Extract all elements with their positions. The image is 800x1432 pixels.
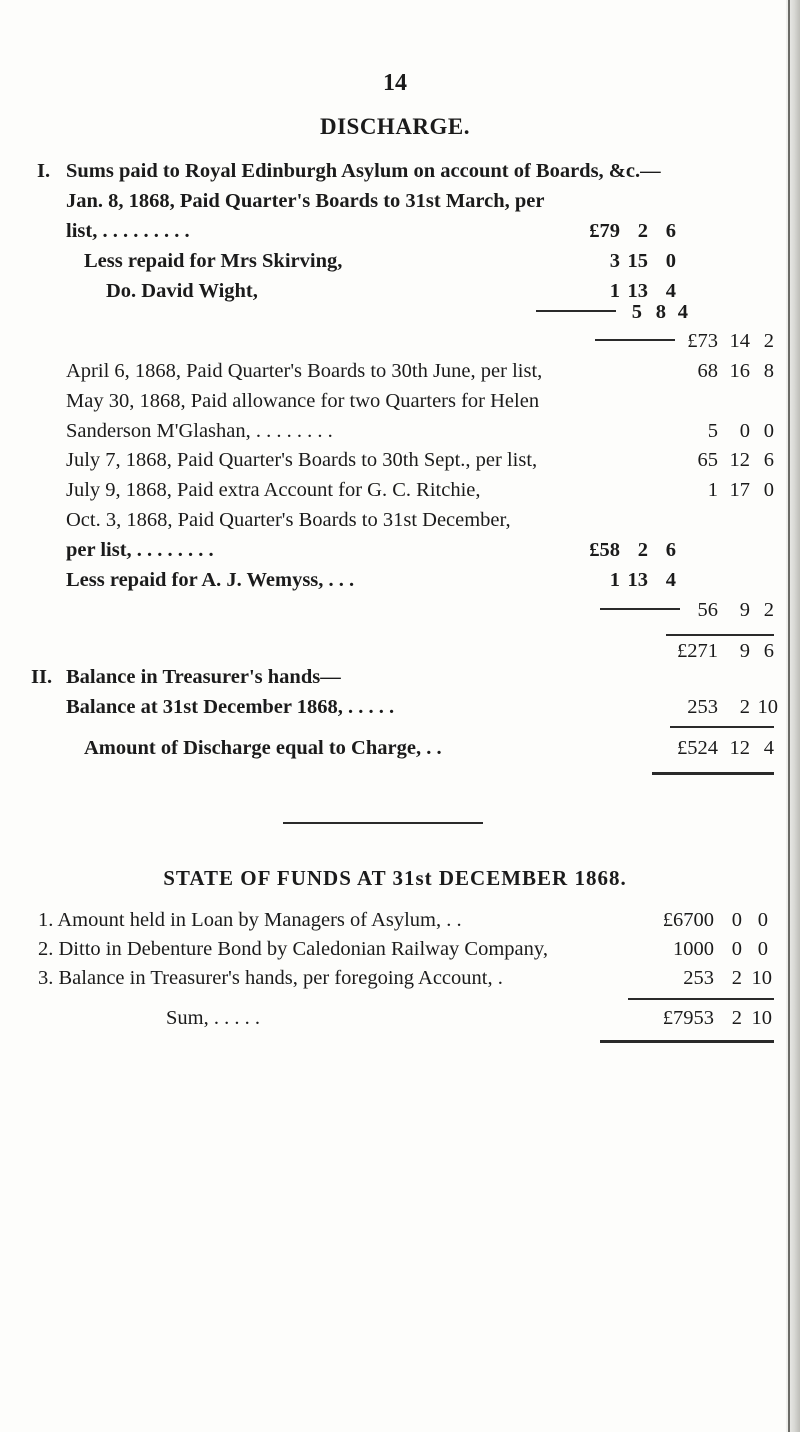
oct-pounds: £58	[589, 539, 620, 561]
subtotal-pounds: £271	[677, 640, 718, 662]
less-total-pounds: 5	[631, 301, 642, 323]
funds-item-3: 3. Balance in Treasurer's hands, per foregoing Account, .	[38, 967, 503, 989]
funds-sum-rule	[628, 998, 774, 1000]
total-rule	[670, 726, 774, 728]
funds-item-3-pence: 10	[751, 967, 772, 989]
section-divider	[283, 822, 483, 824]
july9-pence: 0	[763, 479, 774, 501]
funds-item-2: 2. Ditto in Debenture Bond by Caledonian Railway Company,	[38, 938, 548, 960]
july7-pounds: 65	[697, 449, 718, 471]
subtotal-rule	[536, 310, 616, 312]
july9-pounds: 1	[707, 479, 718, 501]
total-line: Amount of Discharge equal to Charge, . .	[84, 737, 442, 759]
wight-pounds: 1	[609, 280, 620, 302]
funds-item-1: 1. Amount held in Loan by Managers of Asylum, . .	[38, 909, 462, 931]
subtotal-pence: 6	[763, 640, 774, 662]
total-shillings: 12	[729, 737, 750, 759]
section-i-total-rule	[666, 634, 774, 636]
total-pounds: £524	[677, 737, 718, 759]
july7-shillings: 12	[729, 449, 750, 471]
page-edge-line	[788, 0, 790, 1432]
funds-sum-pounds: £7953	[662, 1007, 714, 1029]
may-line-2: Sanderson M'Glashan, . . . . . . . .	[66, 420, 333, 442]
may-shillings: 0	[739, 420, 750, 442]
april-line: April 6, 1868, Paid Quarter's Boards to 30th June, per list,	[66, 360, 543, 382]
oct-net-shillings: 9	[739, 599, 750, 621]
funds-item-1-pence: 0	[757, 909, 768, 931]
section-i-label: I.	[37, 160, 51, 182]
balance-pence: 10	[757, 696, 778, 718]
less-total-pence: 4	[677, 301, 688, 323]
april-pence: 8	[763, 360, 774, 382]
skirving-pounds: 3	[609, 250, 620, 272]
jan-net-pence: 2	[763, 330, 774, 352]
funds-item-3-pounds: 253	[683, 967, 714, 989]
jan-pounds: £79	[589, 220, 620, 242]
oct-line-2: per list, . . . . . . . .	[66, 539, 214, 561]
section-i-heading: Sums paid to Royal Edinburgh Asylum on account of Boards, &c.—	[66, 160, 661, 182]
subtotal-shillings: 9	[739, 640, 750, 662]
oct-net-pounds: 56	[697, 599, 718, 621]
funds-item-1-pounds: £6700	[662, 909, 714, 931]
discharge-title: DISCHARGE.	[319, 114, 471, 139]
jan-net-shillings: 14	[729, 330, 750, 352]
jan-pence: 6	[665, 220, 676, 242]
wemyss-pence: 4	[665, 569, 676, 591]
skirving-label: Less repaid for Mrs Skirving,	[84, 250, 343, 272]
april-pounds: 68	[697, 360, 718, 382]
funds-sum-label: Sum, . . . . .	[166, 1007, 260, 1029]
july7-line: July 7, 1868, Paid Quarter's Boards to 30th Sept., per list,	[66, 449, 538, 471]
jan-shillings: 2	[637, 220, 648, 242]
wight-shillings: 13	[627, 280, 648, 302]
funds-item-2-pounds: 1000	[673, 938, 714, 960]
balance-shillings: 2	[739, 696, 750, 718]
wemyss-shillings: 13	[627, 569, 648, 591]
balance-pounds: 253	[687, 696, 718, 718]
balance-line: Balance at 31st December 1868, . . . . .	[66, 696, 395, 718]
wight-label: Do. David Wight,	[106, 280, 258, 302]
july9-shillings: 17	[729, 479, 750, 501]
july7-pence: 6	[763, 449, 774, 471]
may-line-1: May 30, 1868, Paid allowance for two Quarters for Helen	[66, 390, 540, 412]
skirving-pence: 0	[665, 250, 676, 272]
july9-line: July 9, 1868, Paid extra Account for G. C. Ritchie,	[66, 479, 481, 501]
wemyss-pounds: 1	[609, 569, 620, 591]
oct-line-1: Oct. 3, 1868, Paid Quarter's Boards to 31st December,	[66, 509, 511, 531]
funds-item-2-pence: 0	[757, 938, 768, 960]
section-ii-label: II.	[31, 666, 53, 688]
less-total-shillings: 8	[655, 301, 666, 323]
skirving-shillings: 15	[627, 250, 648, 272]
oct-shillings: 2	[637, 539, 648, 561]
wight-pence: 4	[665, 280, 676, 302]
jan-line-2: list, . . . . . . . . .	[66, 220, 190, 242]
page-number: 14	[383, 70, 407, 96]
total-double-rule	[652, 772, 774, 775]
oct-pence: 6	[665, 539, 676, 561]
funds-sum-double-rule	[600, 1040, 774, 1043]
total-pence: 4	[763, 737, 774, 759]
section-ii-heading: Balance in Treasurer's hands—	[66, 666, 341, 688]
april-shillings: 16	[729, 360, 750, 382]
oct-net-pence: 2	[763, 599, 774, 621]
funds-title: STATE OF FUNDS AT 31st DECEMBER 1868.	[163, 866, 627, 890]
funds-item-3-shillings: 2	[731, 967, 742, 989]
funds-item-1-shillings: 0	[731, 909, 742, 931]
funds-item-2-shillings: 0	[731, 938, 742, 960]
funds-sum-shillings: 2	[731, 1007, 742, 1029]
may-pounds: 5	[707, 420, 718, 442]
wemyss-label: Less repaid for A. J. Wemyss, . . .	[66, 569, 355, 591]
jan-net-pounds: £73	[687, 330, 718, 352]
funds-sum-pence: 10	[751, 1007, 772, 1029]
jan-line-1: Jan. 8, 1868, Paid Quarter's Boards to 31st March, per	[66, 190, 545, 212]
may-pence: 0	[763, 420, 774, 442]
